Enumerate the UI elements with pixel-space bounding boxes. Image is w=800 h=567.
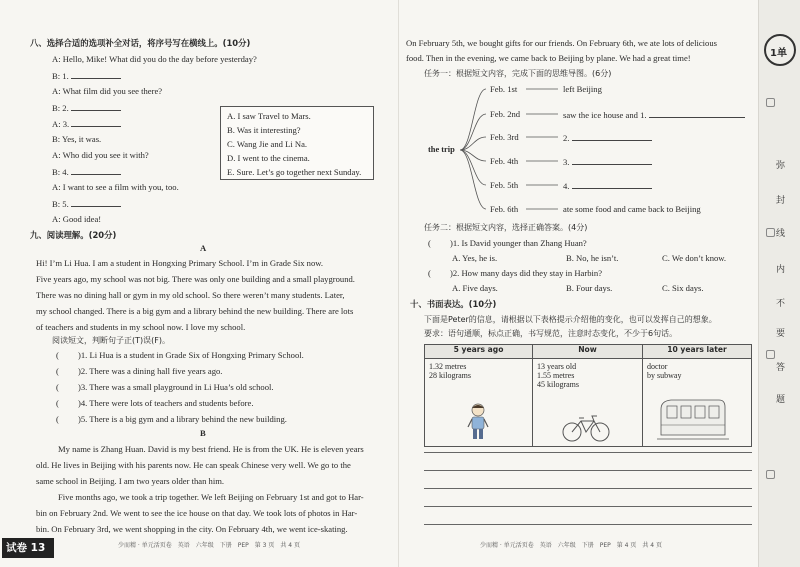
- table-cell-text: 28 kilograms: [429, 371, 471, 380]
- passage-a-line: Five years ago, my school was not big. There was only one building and a small playground.: [36, 274, 355, 284]
- tf-item: ( )1. Li Hua is a student in Grade Six of Hongxing Primary School.: [56, 350, 304, 360]
- map-text: 4.: [563, 180, 652, 192]
- table-cell-text: 13 years old: [537, 362, 577, 371]
- table-header: 10 years later: [643, 345, 752, 359]
- table-cell-text: 1.55 metres: [537, 371, 575, 380]
- map-date: Feb. 3rd: [490, 132, 519, 142]
- mc-question: ( )1. Is David younger than Zhang Huan?: [428, 238, 587, 248]
- table-cell-text: by subway: [647, 371, 682, 380]
- dialog-line: A: Who did you see it with?: [52, 150, 149, 160]
- map-text: 2.: [563, 132, 652, 144]
- table-cell-text: 1.32 metres: [429, 362, 467, 371]
- map-date: Feb. 5th: [490, 180, 519, 190]
- answer-blank[interactable]: [572, 180, 652, 189]
- tf-item: ( )2. There was a dining hall five years ago.: [56, 366, 223, 376]
- section10-requirements: 要求：语句通顺，标点正确，书写规范，注意时态变化，不少于6句话。: [424, 329, 678, 338]
- margin-char: 题: [776, 395, 786, 405]
- footer-left: 少而精 · 单元活页卷 英语 六年级 下册 PEP 第 3 页 共 4 页: [118, 542, 301, 549]
- bicycle-illustration: [561, 415, 611, 443]
- margin-char: 线: [776, 229, 786, 239]
- exam-number-badge: 试卷 13: [2, 538, 54, 558]
- passage-b-line: My name is Zhang Huan. David is my best friend. He is from the UK. He is eleven years: [58, 444, 364, 454]
- passage-b-line: Five months ago, we took a trip together. We left Beijing on February 1st and got to Har-: [58, 492, 364, 502]
- writing-line[interactable]: [424, 452, 752, 453]
- section8-title: 八、选择合适的选项补全对话，将序号写在横线上。(10分): [30, 38, 251, 48]
- section9-title: 九、阅读理解。(20分): [30, 230, 117, 240]
- passage-b-line: bin on February 2nd. We went to see the ice house on that day. We took lots of photos in Har-: [36, 508, 358, 518]
- answer-blank[interactable]: [71, 198, 121, 207]
- dialog-line: B: 4.: [52, 166, 121, 178]
- passage-a-instruction: 阅读短文，判断句子正(T)误(F)。: [52, 336, 170, 345]
- mind-map-center: the trip: [428, 145, 455, 154]
- option-item: E. Sure. Let’s go together next Sunday.: [227, 167, 362, 177]
- mc-question: ( )2. How many days did they stay in Harbin?: [428, 268, 603, 278]
- map-text: saw the ice house and 1.: [563, 109, 745, 121]
- binding-margin: [758, 0, 800, 567]
- passage-b-line: food. Then in the evening, we came back to Beijing by plane. We had a great time!: [406, 53, 691, 63]
- margin-char: 要: [776, 329, 786, 339]
- table-header: Now: [533, 345, 643, 359]
- margin-char: 弥: [776, 161, 786, 171]
- comparison-table: [424, 344, 752, 447]
- dialog-line: A: 3.: [52, 118, 121, 130]
- seal-text: 1单: [770, 48, 787, 59]
- table-cell-text: doctor: [647, 362, 668, 371]
- section10-title: 十、书面表达。(10分): [410, 299, 497, 309]
- footer-right: 少而精 · 单元活页卷 英语 六年级 下册 PEP 第 4 页 共 4 页: [480, 542, 663, 549]
- map-text: ate some food and came back to Beijing: [563, 204, 701, 214]
- mc-option-b: B. Four days.: [566, 283, 613, 293]
- binding-mark-icon: [766, 98, 775, 107]
- mind-map-lines: [424, 80, 724, 220]
- passage-a-line: of teachers and students in my school now. I love my school.: [36, 322, 246, 332]
- dialog-line: B: 5.: [52, 198, 121, 210]
- passage-a-label: A: [200, 243, 207, 253]
- subway-train-illustration: [657, 395, 729, 443]
- table-cell-text: 45 kilograms: [537, 380, 579, 389]
- mc-option-a: A. Yes, he is.: [452, 253, 498, 263]
- boy-illustration: [465, 403, 491, 443]
- tf-item: ( )5. There is a big gym and a library behind the new building.: [56, 414, 287, 424]
- map-date: Feb. 4th: [490, 156, 519, 166]
- dialog-line: B: Yes, it was.: [52, 134, 102, 144]
- answer-blank[interactable]: [71, 102, 121, 111]
- writing-line[interactable]: [424, 488, 752, 489]
- section10-desc: 下面是Peter的信息，请根据以下表格提示介绍他的变化，也可以发挥自己的想象。: [424, 315, 717, 324]
- dialog-line: A: Good idea!: [52, 214, 102, 224]
- map-date: Feb. 6th: [490, 204, 519, 214]
- answer-blank[interactable]: [649, 109, 745, 118]
- option-item: D. I went to the cinema.: [227, 153, 310, 163]
- passage-b-label: B: [200, 428, 206, 438]
- margin-char: 内: [776, 265, 786, 275]
- option-item: C. Wang Jie and Li Na.: [227, 139, 308, 149]
- passage-b-line: bin. On February 3rd, we went shopping in the city. On February 4th, we went ice-skating.: [36, 524, 348, 534]
- writing-line[interactable]: [424, 470, 752, 471]
- options-box: [220, 106, 374, 180]
- map-date: Feb. 2nd: [490, 109, 521, 119]
- mc-option-b: B. No, he isn’t.: [566, 253, 619, 263]
- answer-blank[interactable]: [572, 132, 652, 141]
- map-date: Feb. 1st: [490, 84, 518, 94]
- mc-option-c: C. Six days.: [662, 283, 704, 293]
- binding-mark-icon: [766, 228, 775, 237]
- binding-mark-icon: [766, 350, 775, 359]
- task2-instruction: 任务二：根据短文内容，选择正确答案。(4分): [424, 223, 588, 232]
- answer-blank[interactable]: [71, 166, 121, 175]
- passage-a-line: There was no dining hall or gym in my old school. So there weren’t many students. Later,: [36, 290, 345, 300]
- task1-instruction: 任务一：根据短文内容，完成下面的思维导图。(6分): [424, 69, 612, 78]
- mc-option-c: C. We don’t know.: [662, 253, 727, 263]
- dialog-line: A: I want to see a film with you, too.: [52, 182, 179, 192]
- tf-item: ( )4. There were lots of teachers and students before.: [56, 398, 254, 408]
- answer-blank[interactable]: [71, 118, 121, 127]
- margin-char: 封: [776, 196, 786, 206]
- passage-a-line: Hi! I’m Li Hua. I am a student in Hongxing Primary School. I’m in Grade Six now.: [36, 258, 324, 268]
- passage-b-line: same school in Beijing. I am two years older than him.: [36, 476, 225, 486]
- publisher-seal: [764, 34, 796, 66]
- passage-b-line: On February 5th, we bought gifts for our friends. On February 6th, we ate lots of delicious: [406, 38, 717, 48]
- margin-char: 不: [776, 299, 786, 309]
- writing-line[interactable]: [424, 524, 752, 525]
- option-item: A. I saw Travel to Mars.: [227, 111, 311, 121]
- passage-a-line: my school changed. There is a big gym and a library behind the new building. There are lots: [36, 306, 354, 316]
- map-text: 3.: [563, 156, 652, 168]
- option-item: B. Was it interesting?: [227, 125, 301, 135]
- binding-mark-icon: [766, 470, 775, 479]
- map-text: left Beijing: [563, 84, 602, 94]
- margin-char: 答: [776, 363, 786, 373]
- dialog-line: A: What film did you see there?: [52, 86, 163, 96]
- dialog-line: A: Hello, Mike! What did you do the day before yesterday?: [52, 54, 257, 64]
- passage-b-line: old. He lives in Beijing with his parents now. He can speak Chinese very well. We go to the: [36, 460, 351, 470]
- answer-blank[interactable]: [572, 156, 652, 165]
- answer-blank[interactable]: [71, 70, 121, 79]
- tf-item: ( )3. There was a small playground in Li Hua’s old school.: [56, 382, 274, 392]
- col-now: [533, 359, 643, 447]
- table-header: 5 years ago: [425, 345, 533, 359]
- dialog-line: B: 2.: [52, 102, 121, 114]
- col-10-years-later: [643, 359, 752, 447]
- mc-option-a: A. Five days.: [452, 283, 498, 293]
- writing-line[interactable]: [424, 506, 752, 507]
- dialog-line: B: 1.: [52, 70, 121, 82]
- col-5-years-ago: [425, 359, 533, 447]
